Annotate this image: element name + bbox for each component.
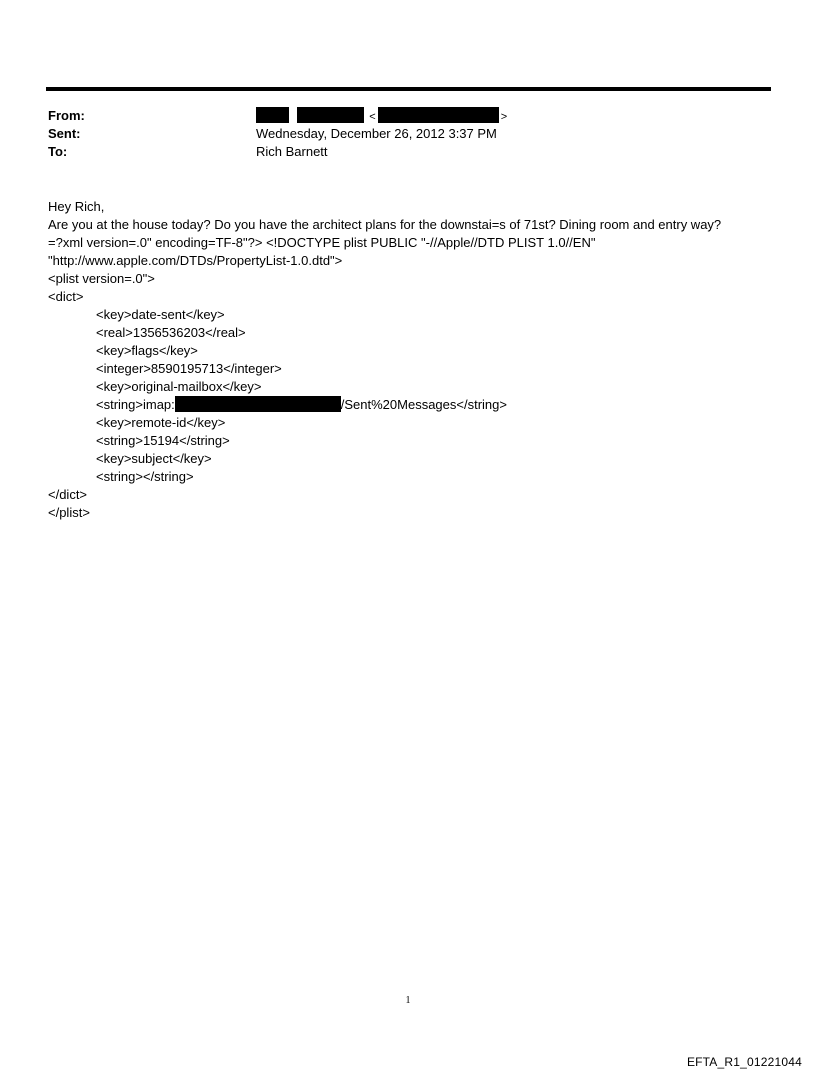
remote-id-value-line: <string>15194</string>	[96, 433, 230, 448]
dtd-url-line: "http://www.apple.com/DTDs/PropertyList-1.0.dtd">	[48, 253, 343, 268]
email-body	[48, 198, 773, 522]
sent-label: Sent:	[48, 126, 81, 141]
from-angle-open: <	[369, 111, 376, 123]
dict-open-line: <dict>	[48, 289, 84, 304]
subject-value-line: <string></string>	[96, 469, 194, 484]
xml-declaration-line: =?xml version=.0" encoding=TF-8"?> <!DOCTYPE plist PUBLIC "-//Apple//DTD PLIST 1.0//EN"	[48, 235, 596, 250]
bates-number: EFTA_R1_01221044	[686, 1055, 802, 1069]
key-flags-line: <key>flags</key>	[96, 343, 198, 358]
key-date-sent-line: <key>date-sent</key>	[96, 307, 225, 322]
redaction-from-first-name	[256, 107, 289, 123]
key-original-mailbox-line: <key>original-mailbox</key>	[96, 379, 262, 394]
greeting-line: Hey Rich,	[48, 199, 105, 214]
header-rule	[46, 87, 771, 91]
to-value: Rich Barnett	[256, 144, 328, 159]
plist-open-line: <plist version=.0">	[48, 271, 155, 286]
integer-value-line: <integer>8590195713</integer>	[96, 361, 282, 376]
from-label: From:	[48, 108, 85, 123]
sent-value: Wednesday, December 26, 2012 3:37 PM	[256, 126, 497, 141]
to-label: To:	[48, 144, 68, 159]
page-number: 1	[405, 995, 411, 1006]
redaction-from-last-name	[297, 107, 364, 123]
key-remote-id-line: <key>remote-id</key>	[96, 415, 226, 430]
from-value	[256, 107, 509, 126]
to-row	[48, 143, 748, 161]
from-row	[48, 107, 748, 125]
real-value-line: <real>1356536203</real>	[96, 325, 246, 340]
message-line: Are you at the house today? Do you have the architect plans for the downstai=s of 71st? Dining room and entry way?	[48, 217, 722, 232]
imap-suffix: /Sent%20Messages</string>	[340, 397, 507, 412]
email-header	[48, 107, 748, 161]
dict-close-line: </dict>	[48, 487, 88, 502]
imap-string-line	[48, 396, 773, 414]
plist-close-line: </plist>	[48, 505, 90, 520]
imap-prefix: <string>imap:	[96, 397, 175, 412]
redaction-from-email	[378, 107, 499, 123]
sent-row	[48, 125, 748, 143]
redaction-imap-account	[175, 396, 341, 412]
from-angle-close: >	[500, 111, 508, 123]
key-subject-line: <key>subject</key>	[96, 451, 212, 466]
